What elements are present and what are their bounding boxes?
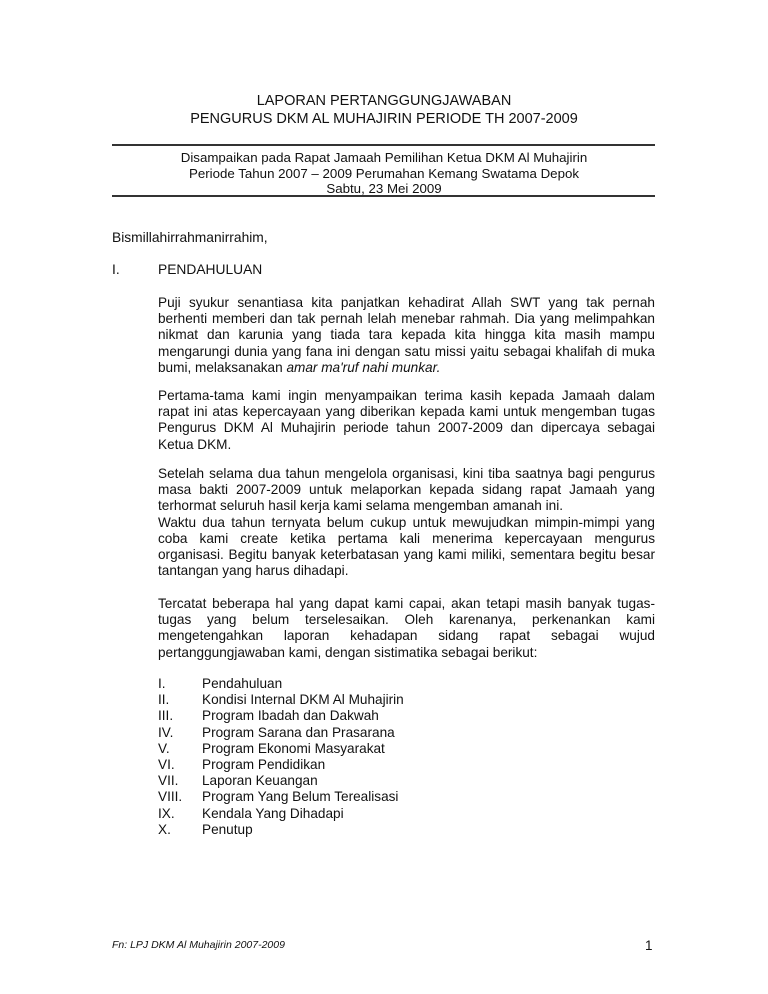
toc-item-number: VIII. <box>158 789 183 805</box>
toc-item <box>158 789 404 805</box>
header-rule-bottom <box>112 195 655 197</box>
greeting: Bismillahirrahmanirrahim, <box>112 230 268 245</box>
header-rule-top <box>112 144 655 146</box>
toc-item-label: Program Ekonomi Masyarakat <box>202 740 385 756</box>
paragraph-2: Pertama-tama kami ingin menyampaikan terima kasih kepada Jamaah dalam rapat ini atas kepercayaan yang diberikan kepada kami untuk mengemban tugas Pengurus DKM Al Muhajirin periode tahun 2007-2009 dan dipercaya sebagai Ketua DKM. <box>158 388 655 452</box>
toc-item-label: Kondisi Internal DKM Al Muhajirin <box>202 692 404 708</box>
toc-item <box>158 692 404 708</box>
toc-item <box>158 725 404 741</box>
footer-file-label: Fn: LPJ DKM Al Muhajirin 2007-2009 <box>112 939 285 951</box>
toc-item <box>158 708 404 724</box>
toc-item-number: II. <box>158 692 170 708</box>
toc-item-number: X. <box>158 821 171 837</box>
document-title-line-1: LAPORAN PERTANGGUNGJAWABAN <box>256 93 512 109</box>
toc-item-number: V. <box>158 740 170 756</box>
toc-item-label: Program Pendidikan <box>202 756 326 772</box>
toc-item-label: Laporan Keuangan <box>202 773 318 789</box>
subtitle-line-1: Disampaikan pada Rapat Jamaah Pemilihan Ketua DKM Al Muhajirin <box>180 150 588 165</box>
toc-item-number: I. <box>158 676 166 691</box>
section-number: I. <box>112 262 120 277</box>
page-number: 1 <box>645 938 653 953</box>
toc-item-number: IX. <box>158 805 175 821</box>
toc-item <box>158 676 404 692</box>
paragraph-3-block <box>158 466 655 579</box>
paragraph-1-text: Puji syukur senantiasa kita panjatkan kehadirat Allah SWT yang tak pernah berhenti memberi dan tak pernah lelah menebar rahmah. Dia yang melimpahkan nikmat dan karunia yang tiada tara kepada kita hingga kita masih mampu mengarungi dunia yang fana ini dengan satu missi yaitu sebagai khalifah di muka bumi, melaksanakan <box>158 295 655 375</box>
toc-item-label: Kendala Yang Dihadapi <box>202 805 344 821</box>
toc-item <box>158 822 404 838</box>
document-title-line-2: PENGURUS DKM AL MUHAJIRIN PERIODE TH 2007-2009 <box>190 111 578 127</box>
toc-item-number: IV. <box>158 724 174 740</box>
toc-item <box>158 757 404 773</box>
toc-item-label: Penutup <box>202 821 253 837</box>
paragraph-5: Tercatat beberapa hal yang dapat kami capai, akan tetapi masih banyak tugas-tugas yang belum terselesaikan. Oleh karenanya, perkenankan kami mengetengahkan laporan kehadapan sidang rapat sebagai wujud pertanggungjawaban kami, dengan sistimatika sebagai berikut: <box>158 596 655 660</box>
paragraph-1-italic-phrase: amar ma'ruf nahi munkar. <box>286 359 441 375</box>
toc-item-number: III. <box>158 708 174 724</box>
section-title: PENDAHULUAN <box>158 262 263 277</box>
paragraph-3: Setelah selama dua tahun mengelola organisasi, kini tiba saatnya bagi pengurus masa bakti 2007-2009 untuk melaporkan kepada sidang rapat Jamaah yang terhormat seluruh hasil kerja kami selama mengemban amanah ini. <box>158 466 655 514</box>
toc-item <box>158 773 404 789</box>
toc-item-label: Program Sarana dan Prasarana <box>202 724 395 740</box>
paragraph-4: Waktu dua tahun ternyata belum cukup untuk mewujudkan mimpin-mimpi yang coba kami create ketika pertama kali menerima kepercayaan mengurus organisasi. Begitu banyak keterbatasan yang kami miliki, sementara begitu besar tantangan yang harus dihadapi. <box>158 514 655 579</box>
toc-item-label: Pendahuluan <box>202 676 283 691</box>
toc-item-number: VII. <box>158 773 179 789</box>
subtitle-line-2: Periode Tahun 2007 – 2009 Perumahan Kemang Swatama Depok <box>188 166 580 181</box>
toc-item-label: Program Ibadah dan Dakwah <box>202 708 379 724</box>
toc-item-label: Program Yang Belum Terealisasi <box>202 789 399 805</box>
table-of-contents <box>158 676 404 838</box>
subtitle-date: Sabtu, 23 Mei 2009 <box>326 181 442 196</box>
toc-item <box>158 741 404 757</box>
toc-item-number: VI. <box>158 756 175 772</box>
toc-item <box>158 806 404 822</box>
paragraph-1 <box>158 295 655 376</box>
